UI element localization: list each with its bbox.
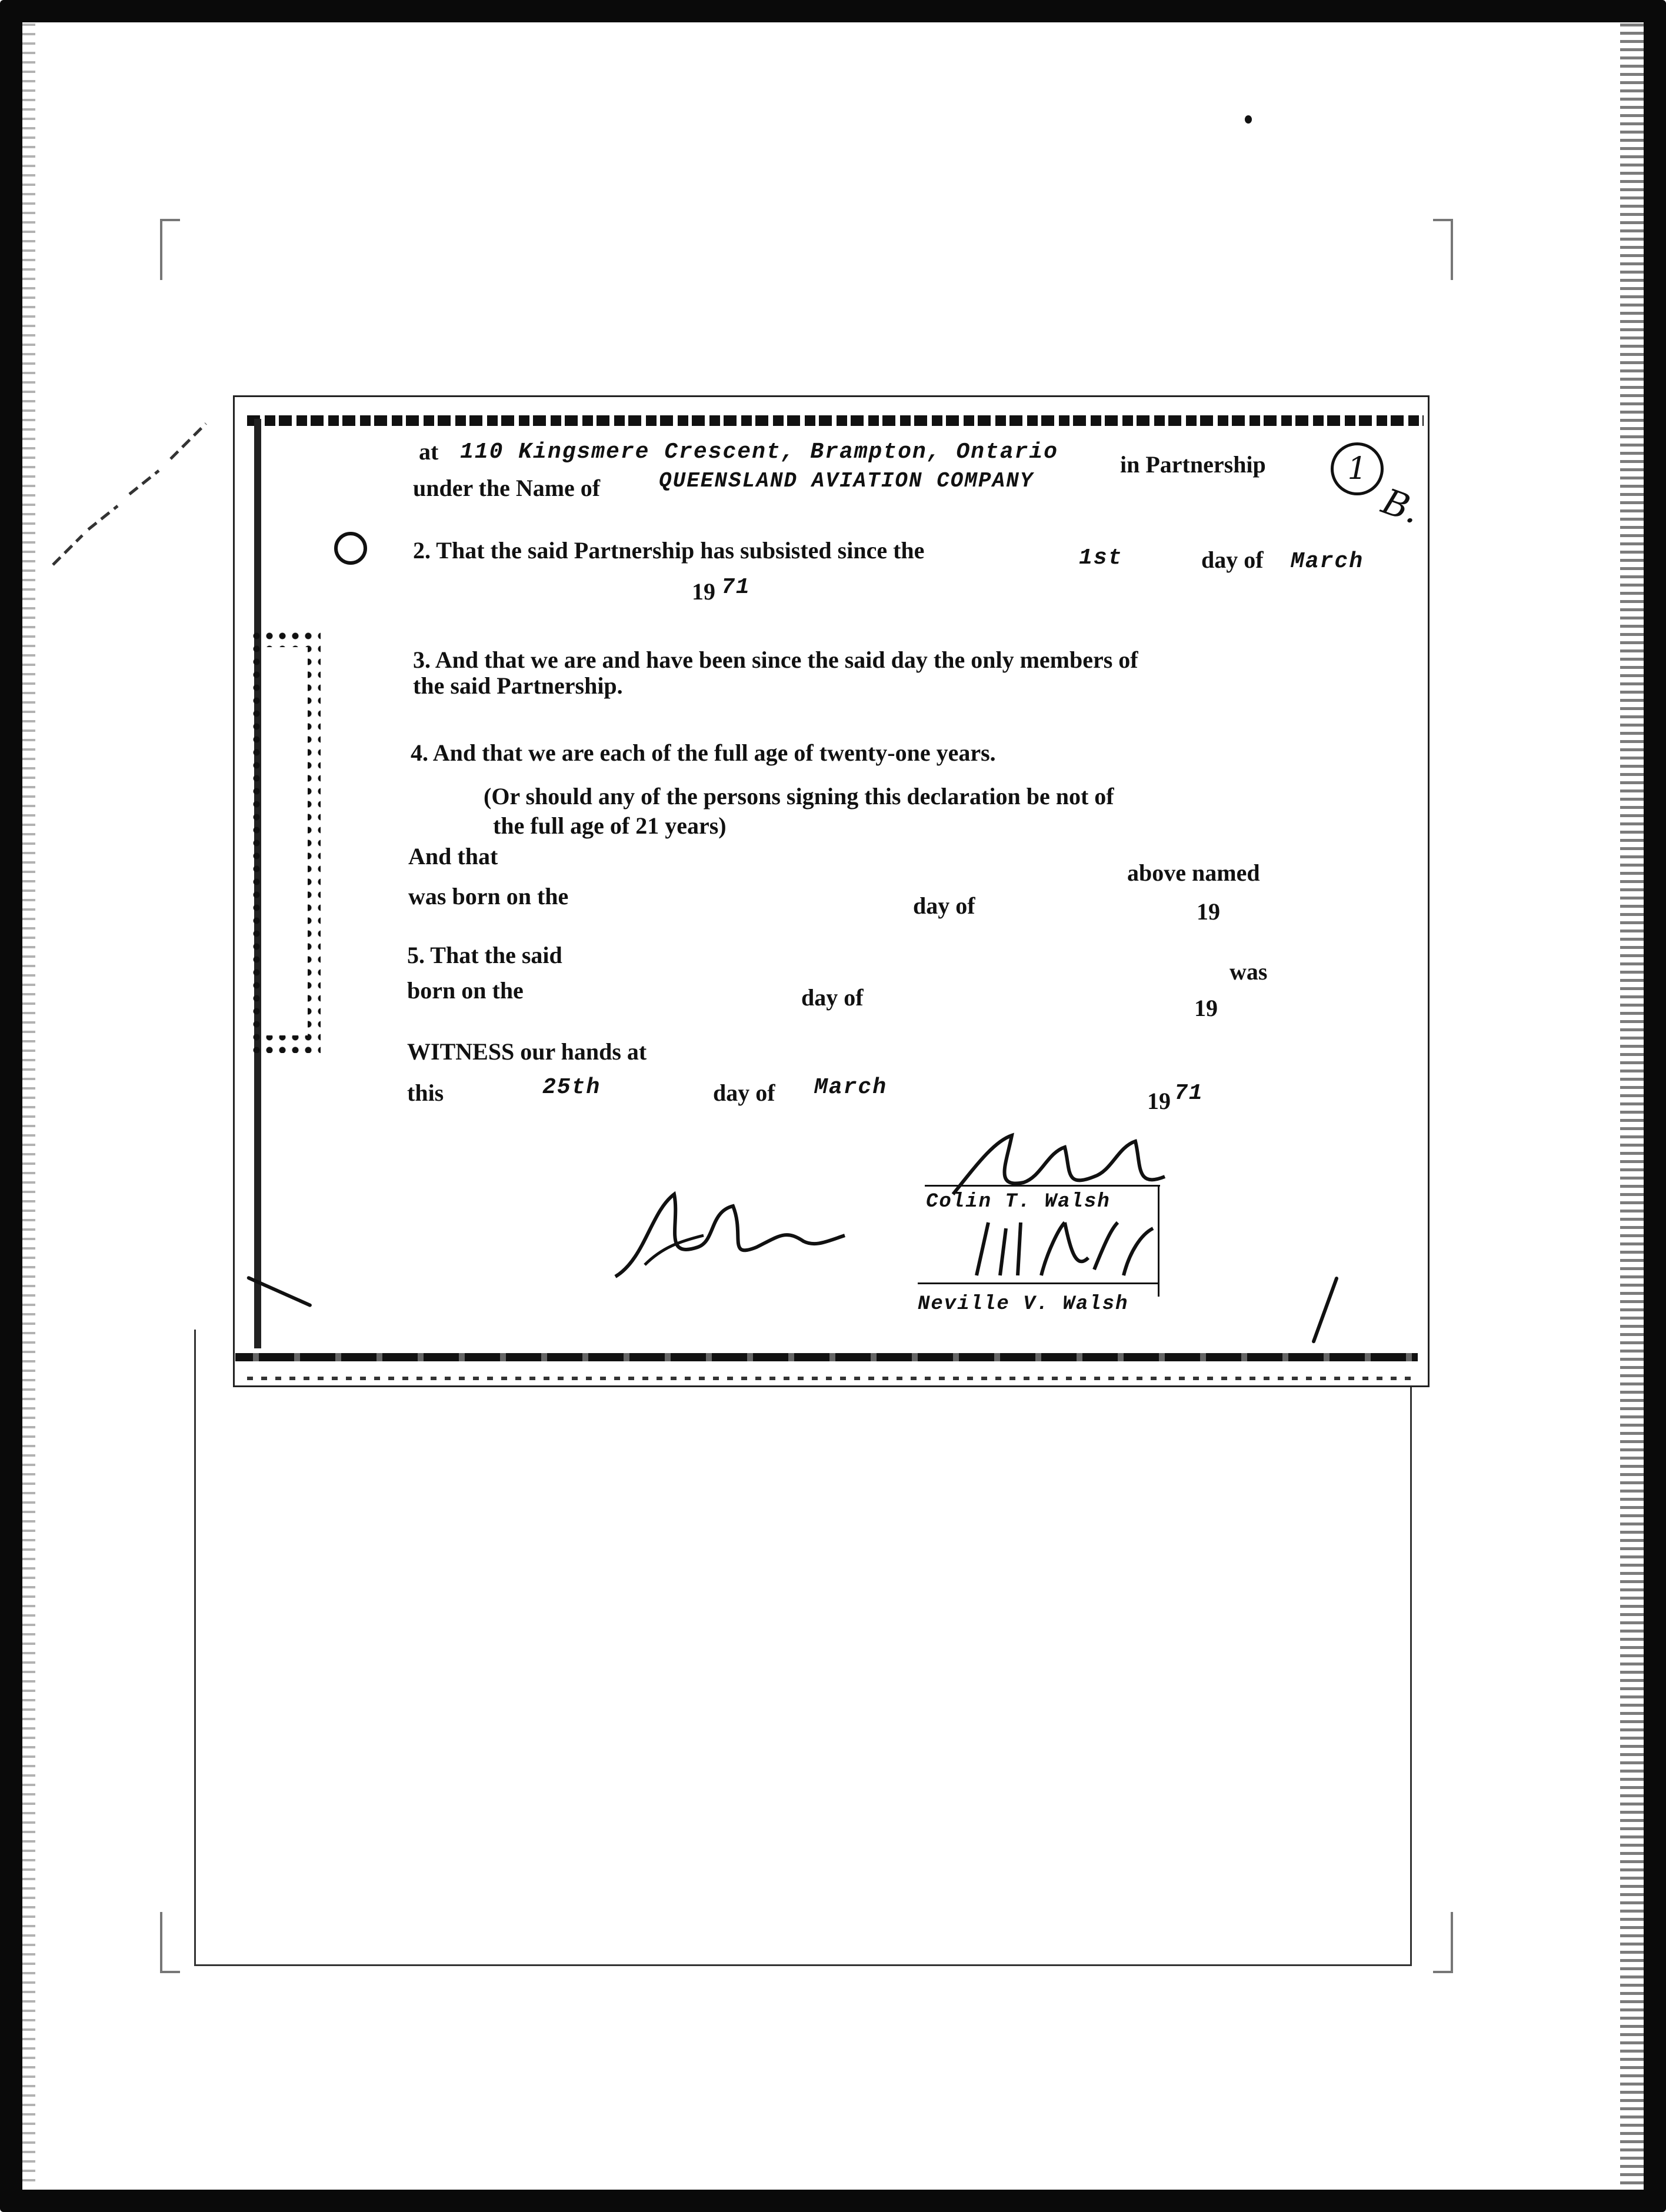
address: 110 Kingsmere Crescent, Brampton, Ontario (460, 439, 1058, 465)
item-4-year: 19 (1197, 898, 1220, 925)
witness-month: March (814, 1075, 888, 1100)
page-top-edge (247, 415, 1424, 426)
company-name: QUEENSLAND AVIATION COMPANY (659, 469, 1034, 493)
item-5-was: was (1229, 958, 1268, 985)
second-signatory: Neville V. Walsh (918, 1293, 1129, 1315)
dust-speck (1245, 115, 1252, 124)
neville-signature (965, 1217, 1177, 1287)
crop-mark-bottom-left (160, 1912, 180, 1973)
scan-left-edge (22, 24, 35, 2188)
scan-right-edge (1620, 24, 1644, 2188)
colin-signature-line (925, 1185, 1160, 1187)
item-4-day-of: day of (913, 892, 975, 919)
backing-sheet (194, 1330, 1412, 1966)
punch-hole (334, 532, 367, 565)
item-4-line-3: the full age of 21 years) (493, 812, 727, 839)
item-2-day-of: day of (1201, 547, 1264, 573)
item-5-day-of: day of (801, 984, 864, 1011)
item-4-above-named: above named (1127, 860, 1260, 886)
witness-line-1: WITNESS our hands at (407, 1038, 647, 1065)
item-5-year: 19 (1194, 995, 1218, 1021)
page-letter: B. (1376, 481, 1426, 532)
item-5-born-on: born on the (407, 977, 524, 1004)
item-2-year-suffix: 71 (721, 575, 751, 600)
perforation-gap (263, 647, 308, 1035)
item-2-text: 2. That the said Partnership has subsisted since the (413, 537, 925, 564)
in-partnership: in Partnership (1120, 451, 1266, 478)
neville-signature-line (918, 1282, 1159, 1284)
crop-mark-top-right (1433, 219, 1453, 280)
crop-mark-bottom-right (1433, 1912, 1453, 1973)
item-4-and-that: And that (408, 843, 498, 870)
page-bottom-shadow (247, 1377, 1412, 1380)
item-3-line-2: the said Partnership. (413, 672, 623, 699)
item-3-line-1: 3. And that we are and have been since the said day the only members of (413, 647, 1138, 673)
item-2-year-prefix: 19 (692, 578, 715, 605)
item-5-line-1: 5. That the said (407, 942, 562, 968)
item-4-line-1: 4. And that we are each of the full age of twenty-one years. (411, 739, 996, 766)
item-2-day: 1st (1079, 545, 1123, 571)
item-4-born-on: was born on the (408, 883, 569, 910)
margin-scribble (47, 406, 224, 571)
name-prefix: under the Name of (413, 475, 601, 501)
witness-signature (609, 1177, 857, 1288)
item-4-line-2: (Or should any of the persons signing this declaration be not of (484, 783, 1114, 809)
address-prefix: at (419, 438, 439, 465)
witness-year-prefix: 19 (1147, 1088, 1171, 1114)
witness-day: 25th (542, 1075, 601, 1100)
witness-this: this (407, 1080, 444, 1106)
item-2-month: March (1291, 549, 1364, 574)
page-bottom-edge (235, 1353, 1418, 1361)
witness-day-of: day of (713, 1080, 775, 1106)
witness-year-suffix: 71 (1174, 1081, 1204, 1106)
circled-number: 1 (1331, 442, 1384, 495)
first-signatory: Colin T. Walsh (926, 1191, 1111, 1213)
crop-mark-top-left (160, 219, 180, 280)
